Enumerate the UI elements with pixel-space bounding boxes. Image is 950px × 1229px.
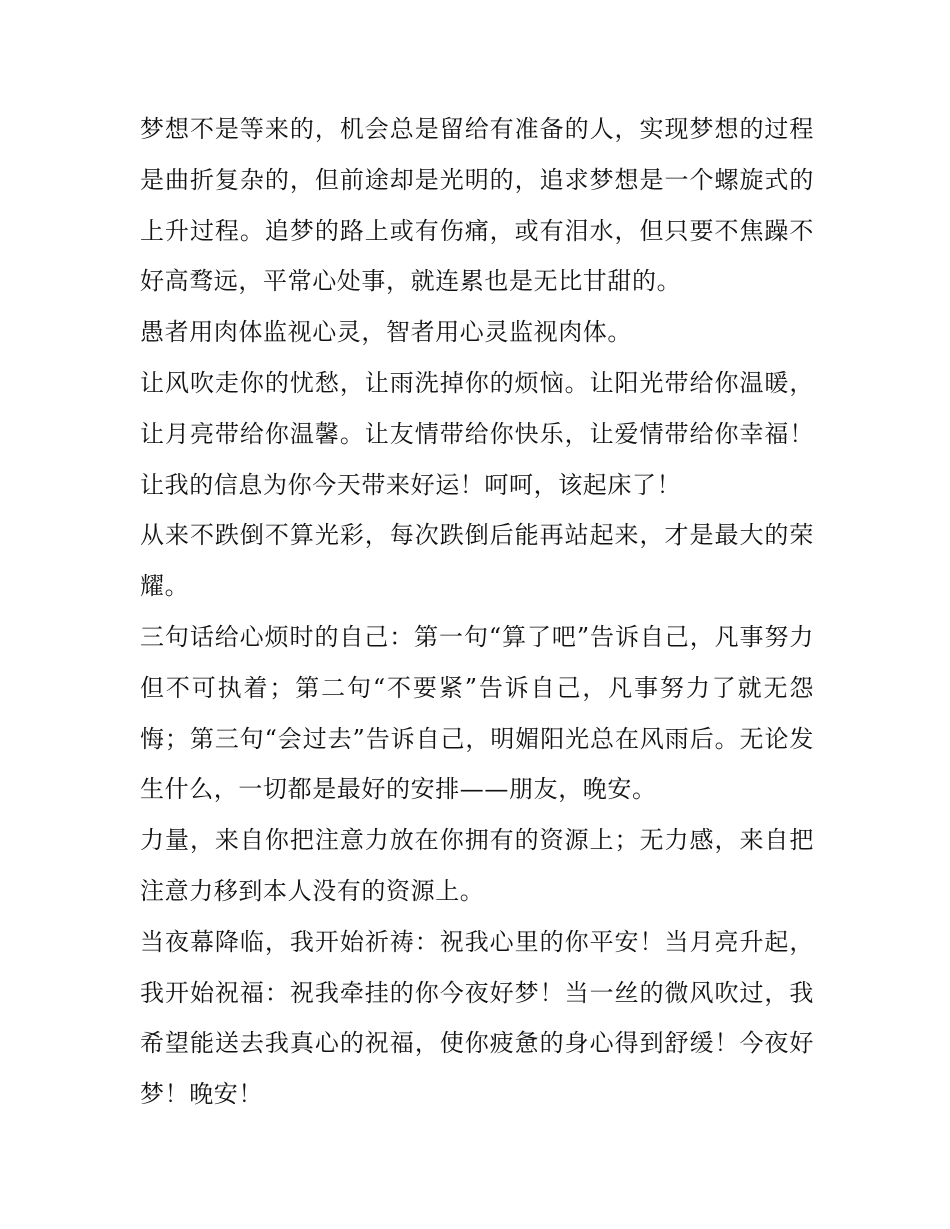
paragraph-falling: 从来不跌倒不算光彩，每次跌倒后能再站起来，才是最大的荣耀。 (140, 521, 814, 601)
paragraph-wishes-morning: 让风吹走你的忧愁，让雨洗掉你的烦恼。让阳光带给你温暖，让月亮带给你温馨。让友情带给你快乐，让爱情带给你幸福！让我的信息为你今天带来好运！呵呵，该起床了！ (140, 368, 814, 499)
document-body (140, 104, 814, 1120)
paragraph-dream: 梦想不是等来的，机会总是留给有准备的人，实现梦想的过程是曲折复杂的，但前途却是光明的，追求梦想是一个螺旋式的上升过程。追梦的路上或有伤痛，或有泪水，但只要不焦躁不好高骛远，平常心处事，就连累也是无比甘甜的。 (140, 115, 814, 296)
paragraph-strength: 力量，来自你把注意力放在你拥有的资源上；无力感，来自把注意力移到本人没有的资源上。 (140, 826, 814, 905)
paragraph-three-sentences: 三句话给心烦时的自己：第一句“算了吧”告诉自己，凡事努力但不可执着；第二句“不要紧”告诉自己，凡事努力了就无怨悔；第三句“会过去”告诉自己，明媚阳光总在风雨后。无论发生什么，一切都是最好的安排——朋友，晚安。 (140, 622, 814, 804)
paragraph-good-night: 当夜幕降临，我开始祈祷：祝我心里的你平安！当月亮升起，我开始祝福：祝我牵挂的你今夜好梦！当一丝的微风吹过，我希望能送去我真心的祝福，使你疲惫的身心得到舒缓！今夜好梦！晚安！ (140, 927, 814, 1109)
paragraph-fool-wise: 愚者用肉体监视心灵，智者用心灵监视肉体。 (140, 318, 632, 347)
